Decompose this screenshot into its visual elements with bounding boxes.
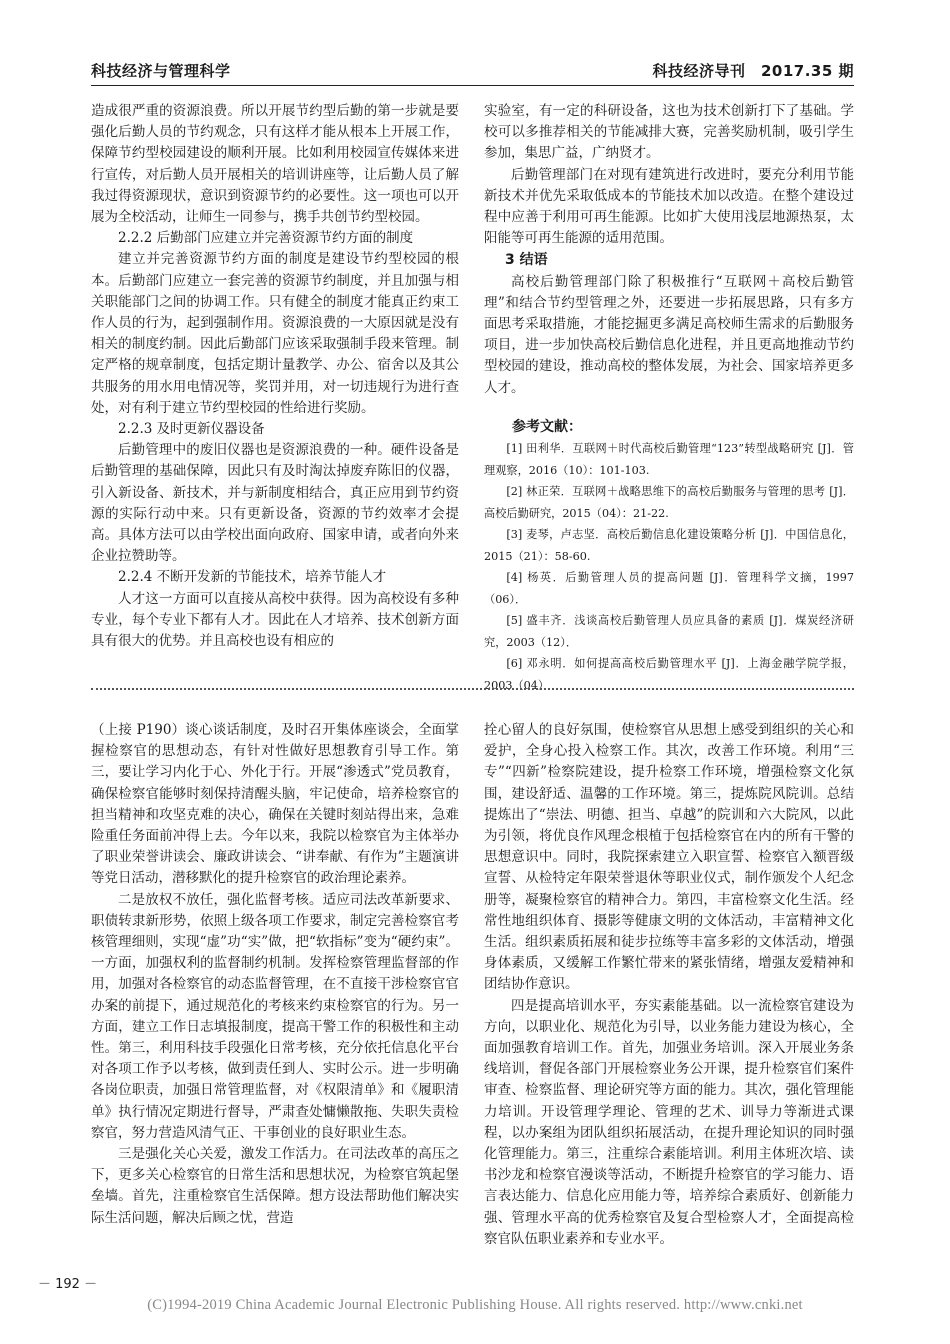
- paragraph: 高校后勤管理部门除了积极推行“互联网＋高校后勤管理”和结合节约型管理之外，还要进一步拓展思路，只有多方面思考采取措施，才能挖掘更多满足高校师生需求的后勤服务项目，进一步加快高校后勤信息化进程，并且更高地推动节约型校园的建设，推动高校的整体发展，为社会、国家培养更多人才。: [484, 273, 854, 396]
- reference-item: [3] 麦琴，卢志坚．高校后勤信息化建设策略分析 [J]．中国信息化，2015（21）：58-60.: [484, 528, 854, 563]
- paragraph: 实验室，有一定的科研设备，这也为技术创新打下了基础。学校可以多推荐相关的节能减排大赛，完善奖励机制，吸引学生参加，集思广益，广纳贤才。: [484, 103, 854, 162]
- subsection-heading: 2.2.2 后勤部门应建立并完善资源节约方面的制度: [118, 230, 414, 247]
- page-header: [0, 0, 950, 82]
- subsection-heading: 2.2.4 不断开发新的节能技术，培养节能人才: [118, 569, 387, 586]
- subsection-heading: 2.2.3 及时更新仪器设备: [118, 421, 265, 438]
- copyright-footer: (C)1994-2019 China Academic Journal Electronic Publishing House. All rights reserved. http://www.cnki.net: [147, 1297, 803, 1313]
- top-right-column: [484, 101, 854, 696]
- paragraph: 二是放权不放任，强化监督考核。适应司法改革新要求、职债转隶新形势，依照上级各项工作要求，制定完善检察官考核管理细则，实现“虚”功“实”做，把“软指标”变为“硬约束”。一方面，加强权利的监督制约机制。发挥检察管理监督部的作用，加强对各检察官的动态监督管理，在不直接干涉检察官官办案的前提下，通过规范化的考核来约束检察官的行为。另一方面，建立工作日志填报制度，提高干警工作的积极性和主动性。第三，利用科技手段强化日常考核，充分依托信息化平台对各项工作予以考核，做到责任到人、实时公示。进一步明确各岗位职责，加强日常管理监督，对《权限清单》和《履职清单》执行情况定期进行督导，严肃查处慵懒散拖、失职失责检察官，努力营造风清气正、干事创业的良好职业生态。: [91, 891, 459, 1141]
- paragraph: 四是提高培训水平，夯实素能基础。以一流检察官建设为方向，以职业化、规范化为引导，以业务能力建设为核心，全面加强教育培训工作。首先，加强业务培训。深入开展业务条线培训，督促各部门开展检察业务公开课，提升检察官们案件审查、检察监督、理论研究等方面的能力。其次，强化管理能力培训。开设管理学理论、管理的艺术、训导力等渐进式课程，以办案组为团队组织拓展活动，在提升理论知识的同时强化管理能力。第三，注重综合素能培训。利用主体班次培、读书沙龙和检察官漫谈等活动，不断提升检察官的学习能力、语言表达能力、信息化应用能力等，培养综合素质好、创新能力强、管理水平高的优秀检察官及复合型检察人才，全面提高检察官队伍职业素养和专业水平。: [484, 997, 854, 1247]
- journal-section-title: 科技经济与管理科学: [91, 62, 231, 80]
- paragraph: 人才这一方面可以直接从高校中获得。因为高校设有多种专业，每个专业下都有人才。因此在人才培养、技术创新方面具有很大的优势。并且高校也设有相应的: [91, 590, 459, 650]
- reference-item: [1] 田利华．互联网＋时代高校后勤管理“123”转型战略研究 [J]．管理观察，2016（10）：101-103.: [484, 442, 854, 477]
- page-number: － 192 －: [38, 1277, 98, 1292]
- paragraph: （上接 P190）谈心谈话制度，及时召开集体座谈会，全面掌握检察官的思想动态，有针对性做好思想教育引导工作。第三，要让学习内化于心、外化于行。开展“渗透式”党员教育，确保检察官能够时刻保持清醒头脑，牢记使命，培养检察官的担当精神和攻坚克难的决心，确保在关键时刻站得出来，急难险重任务面前冲得上去。今年以来，我院以检察官为主体举办了职业荣誉讲读会、廉政讲读会、“讲奉献、有作为”主题演讲等党日活动，潜移默化的提升检察官的政治理论素养。: [91, 722, 459, 887]
- journal-issue: 科技经济导刊 2017.35 期: [652, 62, 854, 80]
- reference-item: [5] 盛丰齐．浅谈高校后勤管理人员应具备的素质 [J]．煤炭经济研究，2003（12）．: [484, 614, 854, 649]
- paragraph: 建立并完善资源节约方面的制度是建设节约型校园的根本。后勤部门应建立一套完善的资源节约制度，并且加强与相关职能部门之间的协调工作。只有健全的制度才能真正约束工作人员的行为，起到强制作用。资源浪费的一大原因就是没有相关的制度约制。因此后勤部门应该采取强制手段来管理。制定严格的规章制度，包括定期计量教学、办公、宿舍以及其公共服务的用水用电情况等，奖罚并用，对一切违规行为进行查处，对有利于建立节约型校园的性给进行奖励。: [91, 251, 459, 416]
- article-separator: [91, 688, 854, 690]
- paragraph: 后勤管理中的废旧仪器也是资源浪费的一种。硬件设备是后勤管理的基础保障，因此只有及时淘汰掉废弃陈旧的仪器，引入新设备、新技术，并与新制度相结合，真正应用到节约资源的实际行动中来。只有更新设备，资源的节约效率才会提高。具体方法可以由学校出面向政府、国家申请，或者向外来企业拉赞助等。: [91, 442, 459, 565]
- paragraph: 拴心留人的良好氛围，使检察官从思想上感受到组织的关心和爱护，全身心投入检察工作。其次，改善工作环境。利用“三专”“四新”检察院建设，提升检察工作环境，增强检察文化氛围，建设舒适、温馨的工作环境。第三，提炼院风院训。总结提炼出了“崇法、明德、担当、卓越”的院训和六大院风，以此为引领，将优良作风理念根植于包括检察官在内的所有干警的思想意识中。同时，我院探索建立入职宣誓、检察官入额晋级宣誓、从检特定年限荣誉退休等职业仪式，制作颁发个人纪念册等，凝聚检察官的精神合力。第四，丰富检察文化生活。经常性地组织体育、摄影等健康文明的文体活动，丰富精神文化生活。组织素质拓展和徒步拉练等丰富多彩的文体活动，增强身体素质，又缓解工作繁忙带来的紧张情绪，增强友爱精神和团结协作意识。: [484, 722, 854, 993]
- references-title: 参考文献：: [512, 418, 582, 435]
- section-heading: 3 结语: [505, 252, 548, 269]
- header-rule: [91, 85, 854, 86]
- paragraph: 三是强化关心关爱，激发工作活力。在司法改革的高压之下，更多关心检察官的日常生活和思想状况，为检察官筑起堡垒墙。首先，注重检察官生活保障。想方设法帮助他们解决实际生活问题，解决后顾之忧，营造: [91, 1146, 459, 1226]
- top-left-column: [91, 101, 459, 652]
- paragraph: 造成很严重的资源浪费。所以开展节约型后勤的第一步就是要强化后勤人员的节约观念，只有这样才能从根本上开展工作，保障节约型校园建设的顺利开展。比如利用校园宣传媒体来进行宣传，对后勤人员开展相关的培训讲座等，让后勤人员了解我过得资源现状，意识到资源节约的必要性。这一项也可以开展为全校活动，让师生一同参与，携手共创节约型校园。: [91, 103, 459, 226]
- reference-item: [6] 邓永明．如何提高高校后勤管理水平 [J]．上海金融学院学报，2003（04）．: [484, 657, 854, 692]
- bottom-right-column: [484, 720, 854, 1250]
- reference-item: [2] 林正荣．互联网＋战略思维下的高校后勤服务与管理的思考 [J]．高校后勤研究，2015（04）：21-22.: [484, 485, 854, 520]
- paragraph: 后勤管理部门在对现有建筑进行改进时，要充分利用节能新技术并优先采取低成本的节能技术加以改造。在整个建设过程中应善于利用可再生能源。比如扩大使用浅层地源热泵，太阳能等可再生能源的适用范围。: [484, 166, 854, 247]
- bottom-left-column: [91, 720, 459, 1229]
- reference-item: [4] 杨英．后勤管理人员的提高问题 [J]．管理科学文摘，1997（06）．: [484, 571, 854, 606]
